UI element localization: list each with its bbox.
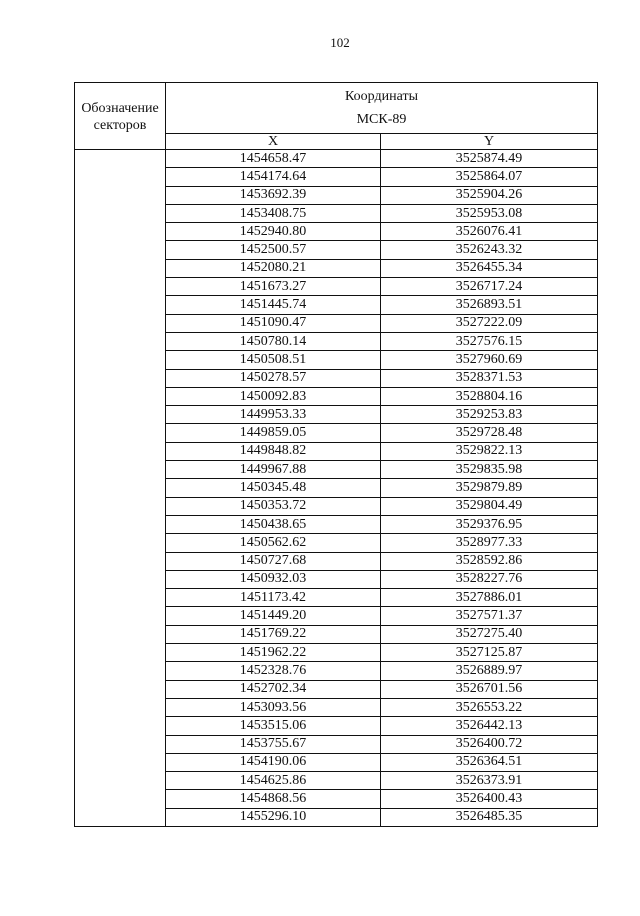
sector-cell <box>75 808 166 826</box>
table-row <box>75 241 598 259</box>
table-row <box>75 204 598 222</box>
y-value-cell: 3526373.91 <box>381 772 598 790</box>
table-row <box>75 790 598 808</box>
sector-cell <box>75 717 166 735</box>
x-value-cell: 1452500.57 <box>166 241 381 259</box>
sector-cell <box>75 644 166 662</box>
x-value-cell: 1450092.83 <box>166 387 381 405</box>
x-value-cell: 1453515.06 <box>166 717 381 735</box>
table-row <box>75 698 598 716</box>
x-value-cell: 1449967.88 <box>166 461 381 479</box>
sector-cell <box>75 351 166 369</box>
coordinates-rows <box>75 150 598 827</box>
y-value-cell: 3529822.13 <box>381 442 598 460</box>
table-row <box>75 662 598 680</box>
x-value-cell: 1452080.21 <box>166 259 381 277</box>
y-value-cell: 3527275.40 <box>381 625 598 643</box>
y-value-cell: 3526485.35 <box>381 808 598 826</box>
sector-cell <box>75 204 166 222</box>
x-value-cell: 1451673.27 <box>166 278 381 296</box>
sector-cell <box>75 680 166 698</box>
x-value-cell: 1454174.64 <box>166 168 381 186</box>
sector-cell <box>75 534 166 552</box>
table-row <box>75 369 598 387</box>
sector-cell <box>75 735 166 753</box>
sector-cell <box>75 662 166 680</box>
x-value-cell: 1455296.10 <box>166 808 381 826</box>
page-number: 102 <box>330 35 350 50</box>
x-value-cell: 1451090.47 <box>166 314 381 332</box>
table-row <box>75 515 598 533</box>
table-row <box>75 680 598 698</box>
y-value-cell: 3529879.89 <box>381 479 598 497</box>
table-row <box>75 442 598 460</box>
sector-cell <box>75 424 166 442</box>
y-value-cell: 3528977.33 <box>381 534 598 552</box>
y-value-cell: 3525874.49 <box>381 150 598 168</box>
x-value-cell: 1451769.22 <box>166 625 381 643</box>
y-value-cell: 3529835.98 <box>381 461 598 479</box>
table-row <box>75 625 598 643</box>
x-value-cell: 1450345.48 <box>166 479 381 497</box>
x-value-cell: 1450727.68 <box>166 552 381 570</box>
x-value-cell: 1453755.67 <box>166 735 381 753</box>
y-value-cell: 3526364.51 <box>381 753 598 771</box>
table-row <box>75 150 598 168</box>
y-value-cell: 3526400.43 <box>381 790 598 808</box>
sector-cell <box>75 698 166 716</box>
x-value-cell: 1454868.56 <box>166 790 381 808</box>
sector-cell <box>75 278 166 296</box>
sector-cell <box>75 186 166 204</box>
table-row <box>75 753 598 771</box>
y-value-cell: 3527886.01 <box>381 589 598 607</box>
y-value-cell: 3526701.56 <box>381 680 598 698</box>
table-row <box>75 735 598 753</box>
table-row <box>75 223 598 241</box>
table-row <box>75 314 598 332</box>
x-value-cell: 1450780.14 <box>166 332 381 350</box>
sector-header: Обозначение секторов <box>75 83 166 150</box>
y-value-cell: 3529728.48 <box>381 424 598 442</box>
table-row <box>75 772 598 790</box>
y-value-cell: 3526076.41 <box>381 223 598 241</box>
sector-cell <box>75 772 166 790</box>
sector-cell <box>75 314 166 332</box>
table-row <box>75 534 598 552</box>
y-value-cell: 3526553.22 <box>381 698 598 716</box>
sector-cell <box>75 790 166 808</box>
y-value-cell: 3526889.97 <box>381 662 598 680</box>
y-value-cell: 3527222.09 <box>381 314 598 332</box>
x-value-cell: 1451449.20 <box>166 607 381 625</box>
table-row <box>75 186 598 204</box>
x-value-cell: 1450932.03 <box>166 570 381 588</box>
x-value-cell: 1450353.72 <box>166 497 381 515</box>
y-value-cell: 3527125.87 <box>381 644 598 662</box>
table-row <box>75 424 598 442</box>
sector-cell <box>75 753 166 771</box>
y-value-cell: 3526243.32 <box>381 241 598 259</box>
y-column-header: Y <box>381 134 598 150</box>
sector-cell <box>75 461 166 479</box>
table-row <box>75 168 598 186</box>
x-value-cell: 1452940.80 <box>166 223 381 241</box>
y-value-cell: 3526717.24 <box>381 278 598 296</box>
x-value-cell: 1449848.82 <box>166 442 381 460</box>
x-value-cell: 1450438.65 <box>166 515 381 533</box>
y-value-cell: 3528371.53 <box>381 369 598 387</box>
x-value-cell: 1453692.39 <box>166 186 381 204</box>
y-value-cell: 3525953.08 <box>381 204 598 222</box>
sector-cell <box>75 589 166 607</box>
y-value-cell: 3527960.69 <box>381 351 598 369</box>
x-value-cell: 1454190.06 <box>166 753 381 771</box>
x-value-cell: 1450278.57 <box>166 369 381 387</box>
coordinates-title: Координаты <box>345 88 418 104</box>
coordinates-table <box>74 82 598 827</box>
table-row <box>75 259 598 277</box>
x-value-cell: 1454658.47 <box>166 150 381 168</box>
table-row <box>75 808 598 826</box>
y-value-cell: 3529804.49 <box>381 497 598 515</box>
x-value-cell: 1449953.33 <box>166 406 381 424</box>
sector-cell <box>75 442 166 460</box>
table-row <box>75 296 598 314</box>
x-value-cell: 1452702.34 <box>166 680 381 698</box>
table-row <box>75 607 598 625</box>
table-row <box>75 332 598 350</box>
y-value-cell: 3529253.83 <box>381 406 598 424</box>
sector-cell <box>75 223 166 241</box>
y-value-cell: 3526400.72 <box>381 735 598 753</box>
table-row <box>75 570 598 588</box>
sector-cell <box>75 259 166 277</box>
table-row <box>75 497 598 515</box>
x-value-cell: 1452328.76 <box>166 662 381 680</box>
y-value-cell: 3527576.15 <box>381 332 598 350</box>
table-row <box>75 278 598 296</box>
sector-cell <box>75 515 166 533</box>
y-value-cell: 3525904.26 <box>381 186 598 204</box>
y-value-cell: 3527571.37 <box>381 607 598 625</box>
table-row <box>75 387 598 405</box>
sector-cell <box>75 406 166 424</box>
table-row <box>75 461 598 479</box>
y-value-cell: 3526442.13 <box>381 717 598 735</box>
x-value-cell: 1450508.51 <box>166 351 381 369</box>
x-value-cell: 1449859.05 <box>166 424 381 442</box>
y-value-cell: 3528592.86 <box>381 552 598 570</box>
x-value-cell: 1450562.62 <box>166 534 381 552</box>
y-value-cell: 3526893.51 <box>381 296 598 314</box>
coordinate-system: МСК-89 <box>356 111 407 127</box>
table-row <box>75 479 598 497</box>
sector-cell <box>75 241 166 259</box>
x-value-cell: 1453408.75 <box>166 204 381 222</box>
sector-cell <box>75 479 166 497</box>
x-column-header: X <box>166 134 381 150</box>
sector-cell <box>75 625 166 643</box>
table-row <box>75 406 598 424</box>
table-row <box>75 351 598 369</box>
x-value-cell: 1451445.74 <box>166 296 381 314</box>
x-value-cell: 1453093.56 <box>166 698 381 716</box>
sector-cell <box>75 387 166 405</box>
y-value-cell: 3526455.34 <box>381 259 598 277</box>
sector-cell <box>75 296 166 314</box>
x-value-cell: 1451173.42 <box>166 589 381 607</box>
x-value-cell: 1454625.86 <box>166 772 381 790</box>
coordinates-header <box>166 83 598 134</box>
y-value-cell: 3529376.95 <box>381 515 598 533</box>
sector-cell <box>75 369 166 387</box>
sector-cell <box>75 497 166 515</box>
y-value-cell: 3528227.76 <box>381 570 598 588</box>
table-row <box>75 717 598 735</box>
table-row <box>75 589 598 607</box>
y-value-cell: 3525864.07 <box>381 168 598 186</box>
sector-cell <box>75 332 166 350</box>
sector-cell <box>75 570 166 588</box>
table-row <box>75 552 598 570</box>
sector-cell <box>75 552 166 570</box>
sector-cell <box>75 607 166 625</box>
sector-cell <box>75 150 166 168</box>
table-row <box>75 644 598 662</box>
x-value-cell: 1451962.22 <box>166 644 381 662</box>
y-value-cell: 3528804.16 <box>381 387 598 405</box>
sector-cell <box>75 168 166 186</box>
